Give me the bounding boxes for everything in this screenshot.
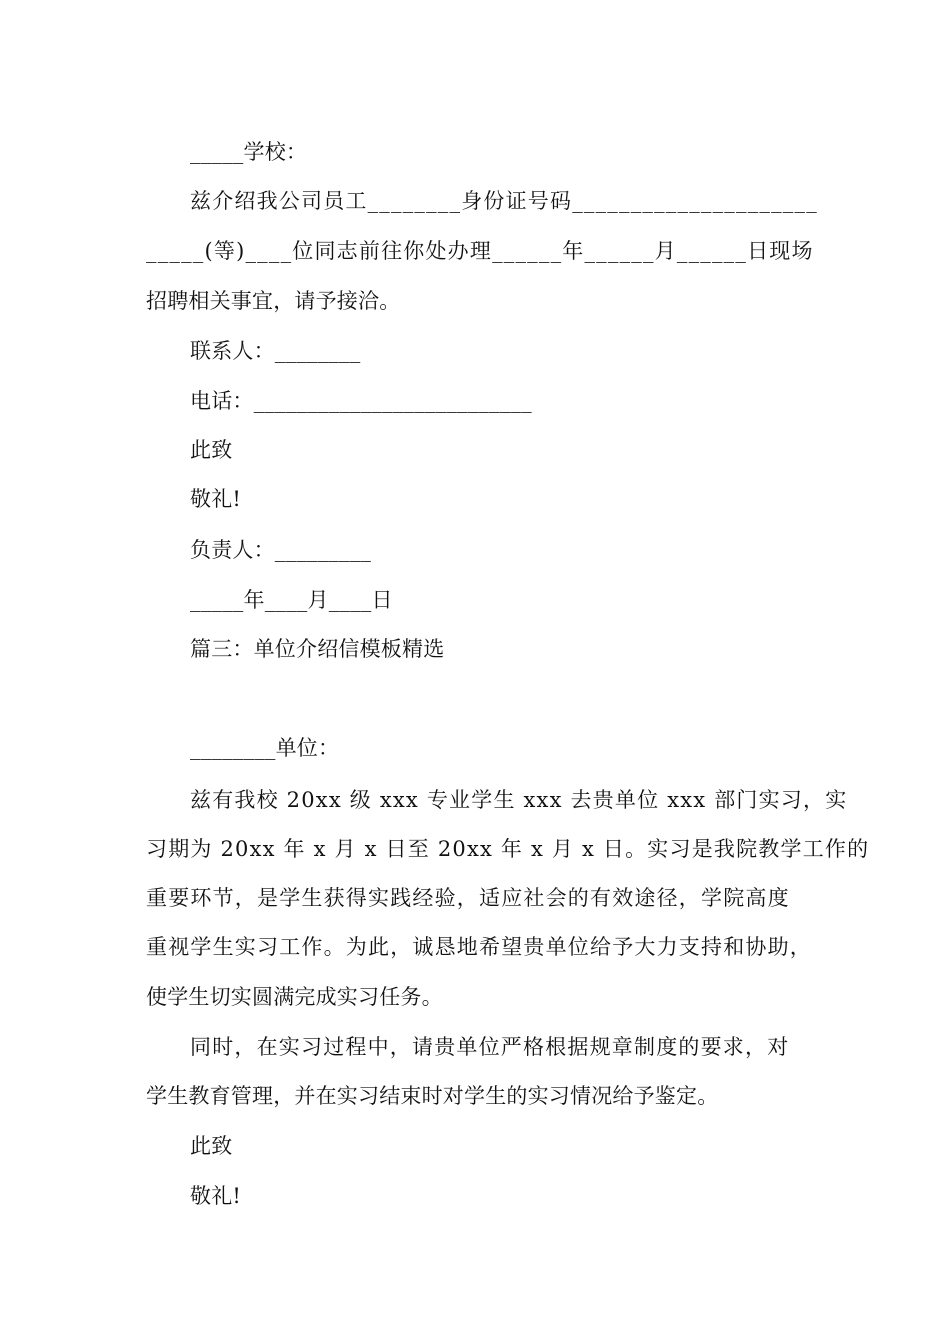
letter1-salutation: _____学校： [190,140,308,164]
letter2-para2-line-2: 学生教育管理，并在实习结束时对学生的实习情况给予鉴定。 [146,1084,719,1108]
letter2-salutation: ________单位： [190,736,340,760]
letter1-body-line-2: _____(等)____位同志前往你处办理______年______月______日现场 [146,239,814,263]
letter2-para1-line-4: 重视学生实习工作。为此，诚恳地希望贵单位给予大力支持和协助， [146,935,812,959]
letter2-para1-line-2: 习期为 20xx 年 x 月 x 日至 20xx 年 x 月 x 日。实习是我院教学工作的 [146,837,870,861]
letter2-closing-1: 此致 [190,1134,233,1158]
phone-field: 电话：__________________________ [190,389,532,413]
section-heading: 篇三：单位介绍信模板精选 [190,637,445,661]
letter2-para1-line-3: 重要环节，是学生获得实践经验，适应社会的有效途径，学院高度 [146,886,790,910]
letter2-para1-line-5: 使学生切实圆满完成实习任务。 [146,985,443,1009]
letter1-closing-2: 敬礼! [190,487,242,511]
letter2-para1-line-1: 兹有我校 20xx 级 xxx 专业学生 xxx 去贵单位 xxx 部门实习，实 [190,788,848,812]
contact-person-field: 联系人：________ [190,339,361,363]
letter1-body-line-1: 兹介绍我公司员工________身份证号码_____________________ [190,189,818,213]
responsible-person-field: 负责人：_________ [190,538,372,562]
date-line: _____年____月____日 [190,588,393,612]
letter2-closing-2: 敬礼! [190,1184,242,1208]
letter1-closing-1: 此致 [190,438,233,462]
letter2-para2-line-1: 同时，在实习过程中，请贵单位严格根据规章制度的要求，对 [190,1035,790,1059]
letter1-body-line-3: 招聘相关事宜，请予接洽。 [146,289,401,313]
